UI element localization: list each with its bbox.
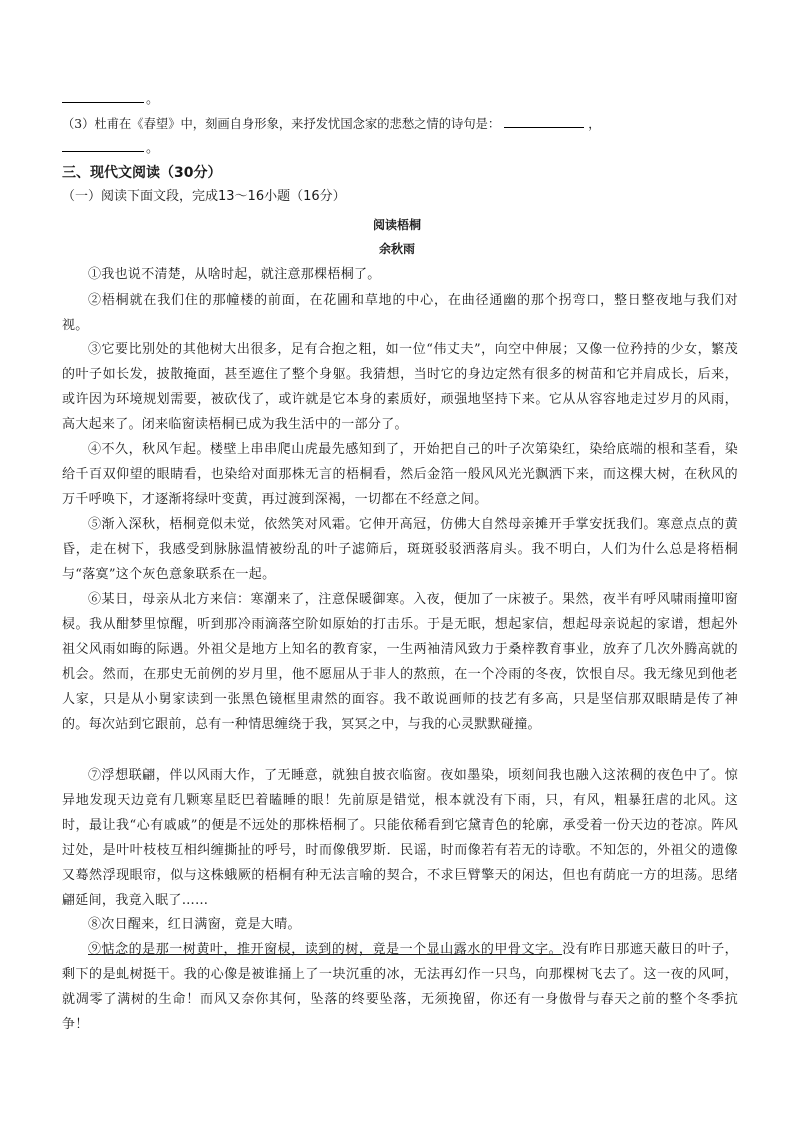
paragraph-6: ⑥某日，母亲从北方来信：寒潮来了，注意保暖御寒。入夜，便加了一床被子。果然，夜半有呼风啸雨撞叩窗棂。我从酣梦里惊醒，听到那冷雨滴落空阶如原始的打击乐。于是无眠，想起家信，想起母亲说起的家谱，想起外祖父风雨如晦的际遇。外祖父是地方上知名的教育家，一生两袖清风致力于桑梓教育事业，放弃了几次外腾高就的机会。然而，在那史无前例的岁月里，他不愿屈从于非人的熬煎，在一个冷雨的冬夜，饮恨自尽。我无缘见到他老人家，只是从小舅家读到一张黑色镜框里肃然的面容。我不敢说画师的技艺有多高，只是坚信那双眼睛是传了神的。每次站到它跟前，总有一种情思缠绕于我，冥冥之中，与我的心灵默默碰撞。 xyxy=(62,592,738,732)
section-subtitle: （一）阅读下面文段，完成13～16小题（16分） xyxy=(62,189,346,204)
paragraph-2: ②梧桐就在我们住的那幢楼的前面，在花圃和草地的中心，在曲径通幽的那个拐弯口，整日整夜地与我们对视。 xyxy=(62,293,738,333)
paragraph-9-rest: 没有昨日那遮天蔽日的叶子，剩下的是虬树挺干。我的心像是被谁捅上了一块沉重的冰，无法再幻作一只鸟，向那棵树飞去了。这一夜的风呵，就凋零了满树的生命！而风又奈你其何，坠落的终要坠落，无须挽留，你还有一身傲骨与春天之前的整个冬季抗争！ xyxy=(62,942,738,1032)
answer-blank[interactable] xyxy=(62,140,144,152)
period: 。 xyxy=(146,141,160,156)
underlined-sentence: ⑨惦念的是那一树黄叶，推开窗棂，读到的树，竟是一个显山露水的甲骨文字。 xyxy=(88,942,563,957)
comma: ， xyxy=(588,117,601,131)
answer-blank[interactable] xyxy=(62,91,144,103)
article-title: 阅读梧桐 xyxy=(372,218,421,232)
paragraph-5: ⑤渐入深秋，梧桐竟似未觉，依然笑对风霜。它伸开高冠，仿佛大自然母亲摊开手掌安抚我们。寒意点点的黄昏，走在树下，我感受到脉脉温情被纷乱的叶子滤筛后，斑斑驳驳洒落肩头。我不明白，人们为什么总是将梧桐与“落寞”这个灰色意象联系在一起。 xyxy=(62,517,738,582)
period: 。 xyxy=(146,92,160,107)
q2-answer-line xyxy=(62,90,738,110)
paragraph-7: ⑦浮想联翩，伴以风雨大作，了无睡意，就独自披衣临窗。夜如墨染，顷刻间我也融入这浓稠的夜色中了。惊异地发现天边竟有几颗寒星眨巴着瞌睡的眼！先前原是错觉，根本就没有下雨，只，有风，粗暴狂虐的北风。这时，最让我“心有戚戚”的便是不远处的那株梧桐了。只能依稀看到它黛青色的轮廓，承受着一份天边的苍凉。阵风过处，是叶叶枝枝互相纠缠撕扯的呼号，时而像俄罗斯．民谣，时而像若有若无的诗歌。不知怎的，外祖父的遗像又蓦然浮现眼帘，似与这株蛾厥的梧桐有种无法言喻的契合，不求巨臂擎天的闲达，但也有荫庇一方的坦荡。思绪翩延间，我竟入眠了…… xyxy=(62,768,738,908)
article-author: 余秋雨 xyxy=(378,242,415,256)
paragraph-1: ①我也说不清楚，从啥时起，就注意那棵梧桐了。 xyxy=(88,267,381,282)
answer-blank[interactable] xyxy=(504,116,584,128)
paragraph-4: ④不久，秋风乍起。楼壁上串串爬山虎最先感知到了，开始把自己的叶子次第染红，染给底端的根和茎看，染给千百双仰望的眼睛看，也染给对面那株无言的梧桐看，然后金箔一般风风光光飘洒下来，而这棵大树，在秋风的万千呼唤下，才逐渐将绿叶变黄，再过渡到深褐，一切都在不经意之间。 xyxy=(62,442,738,507)
paragraph-8: ⑧次日醒来，红日满窗，竟是大晴。 xyxy=(88,917,301,932)
question-3-prompt: （3）杜甫在《春望》中，刻画自身形象，来抒发忧国念家的悲愁之情的诗句是： xyxy=(62,117,501,131)
paragraph-3: ③它要比别处的其他树大出很多，足有合抱之粗，如一位“伟丈夫”，向空中伸展；又像一位矜持的少女，繁茂的叶子如长发，披散掩面，甚至遮住了整个身躯。我猜想，当时它的身边定然有很多的树苗和它并肩成长，后来，或许因为环境规划需要，被砍伐了，或许就是它本身的素质好，顽强地坚持下来。它从从容容地走过岁月的风雨，高大起来了。闭来临窗读梧桐已成为我生活中的一部分了。 xyxy=(62,342,738,432)
question-3-answer-line xyxy=(62,139,738,159)
paragraph-9 xyxy=(62,937,738,1037)
question-3 xyxy=(62,114,738,134)
section-title: 三、现代文阅读（30分） xyxy=(62,165,222,181)
